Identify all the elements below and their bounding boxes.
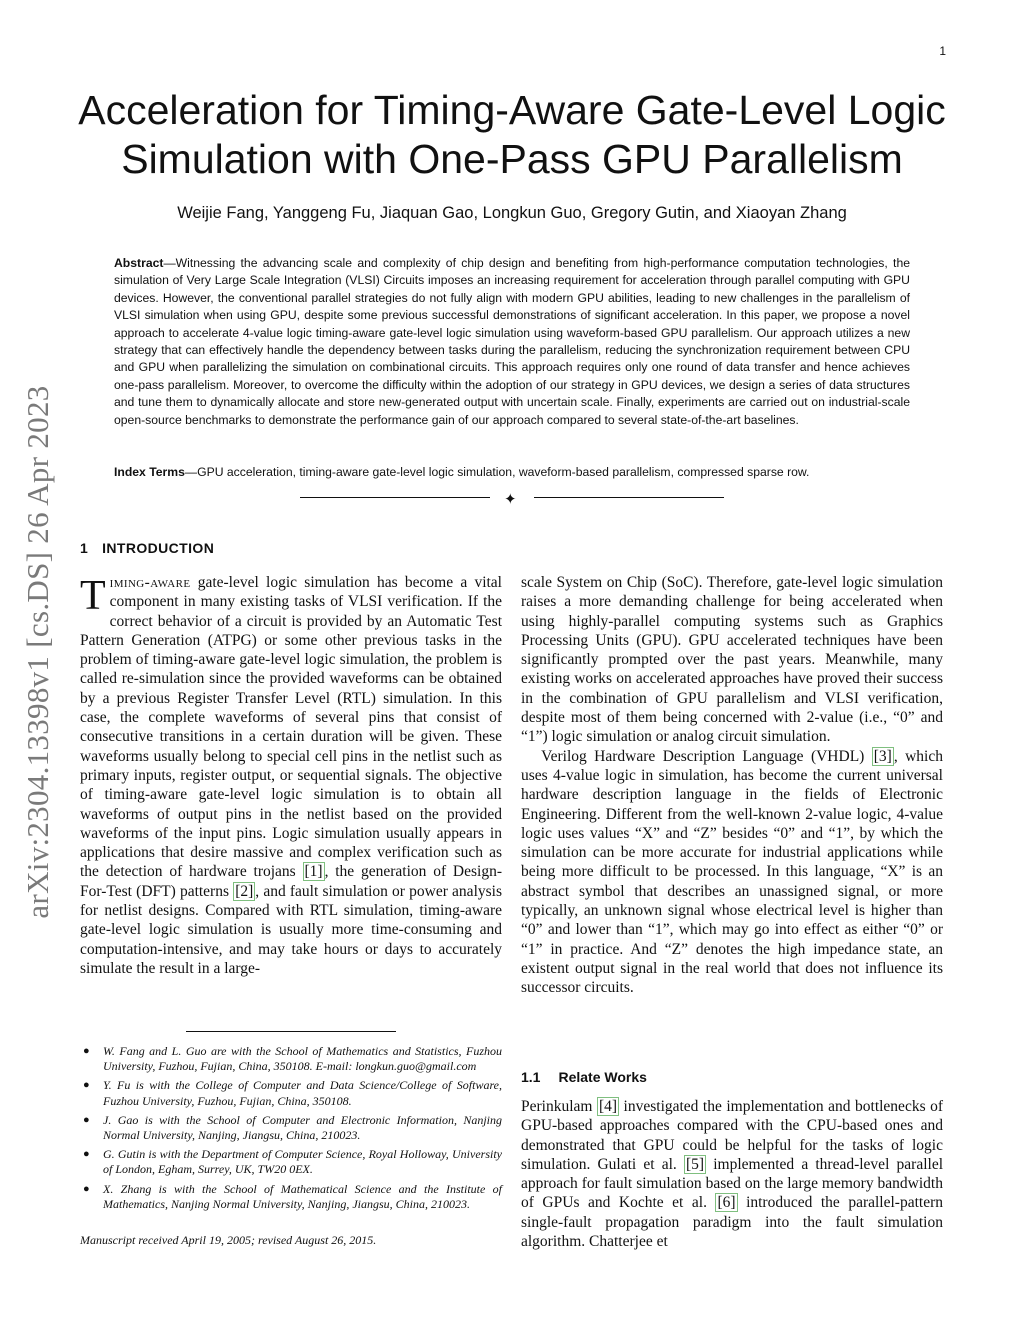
separator-line-right: [534, 497, 724, 498]
separator-line-left: [300, 497, 490, 498]
abstract-label: Abstract: [114, 256, 164, 270]
bullet-icon: ●: [83, 1079, 90, 1092]
bullet-icon: ●: [83, 1182, 90, 1195]
citation-link[interactable]: [5]: [685, 1155, 705, 1173]
footnote-item: [80, 1044, 502, 1074]
intro-paragraph: [80, 573, 502, 978]
vhdl-paragraph: [521, 747, 943, 998]
affiliation-footnotes: [80, 1044, 502, 1216]
footnote-text: J. Gao is with the School of Computer and Electronic Information, Nanjing Normal University, Nanjing, Jiangsu, China, 210023.: [103, 1112, 502, 1143]
citation-link[interactable]: [4]: [598, 1098, 618, 1115]
related-text-part4: introduced the parallel-pattern single-fault propagation paradigm into the fault simulation algorithm. Chatterjee et: [521, 1194, 943, 1251]
section-separator: [300, 490, 724, 506]
footnote-item: [80, 1113, 502, 1143]
related-works-text: [521, 1097, 943, 1251]
separator-diamond-icon: ✦: [504, 490, 517, 508]
related-text-part1: Perinkulam: [521, 1098, 597, 1115]
index-terms: [114, 464, 910, 481]
lead-smallcaps: iming-aware: [109, 574, 191, 591]
footnote-text: Y. Fu is with the College of Computer and Data Science/College of Software, Fuzhou University, Fuzhou, Fujian, China, 350108.: [103, 1078, 502, 1108]
subsection-number: 1.1: [521, 1069, 541, 1085]
abstract: [114, 255, 910, 429]
related-text-part2: investigated the implementation and bottlenecks of GPU-based approaches compared with the CPU-based ones and demonstrated that GPU could be helpful for the tasks of logic simulation. Gulati et al.: [521, 1098, 944, 1173]
citation-link[interactable]: [6]: [717, 1194, 736, 1212]
index-terms-label: Index Terms: [114, 465, 185, 479]
related-paragraph: [521, 1097, 943, 1251]
drop-cap: T: [80, 573, 106, 619]
footnote-text: X. Zhang is with the School of Mathematical Science and the Institute of Mathematics, Nanjing Normal University, Nanjing, Jiangsu, China, 210023.: [103, 1181, 502, 1211]
arxiv-identifier: arXiv:2304.13398v1 [cs.DS] 26 Apr 2023: [20, 385, 55, 919]
intro-text-part3: , and fault simulation or power analysis for netlist designs. Compared with RTL simulation, timing-aware gate-level logic simulation is usually more time-consuming and computation-intensive, and may take hours or days to accurately simulate the result in a large-: [80, 882, 502, 977]
index-terms-text: —GPU acceleration, timing-aware gate-level logic simulation, waveform-based parallelism, compressed sparse row.: [184, 465, 810, 479]
footnote-text: G. Gutin is with the Department of Computer Science, Royal Holloway, University of London, Egham, Surrey, UK, TW20 0EX.: [103, 1147, 502, 1177]
related-text-part3: implemented a thread-level parallel approach for fault simulation based on the large memory bandwidth of GPUs and Kochte et al.: [521, 1155, 944, 1212]
intro-text-part2: , the generation of Design-For-Test (DFT) patterns: [80, 863, 502, 900]
manuscript-note: Manuscript received April 19, 2005; revised August 26, 2015.: [80, 1233, 377, 1247]
footnote-item: [80, 1078, 502, 1108]
paper-title: Acceleration for Timing-Aware Gate-Level Logic Simulation with One-Pass GPU Parallelism: [78, 87, 946, 182]
intro-text-part1: gate-level logic simulation has become a vital component in many existing tasks of VLSI verification. If the correct behavior of a circuit is provided by an Automatic Test Pattern Generation (ATPG) or some other previous tasks in the problem of timing-aware gate-level logic simulation, the problem is called re-simulation since the provided waveforms can be obtained by a previous Register Transfer Level (RTL) simulation. In this case, the complete waveforms of several pins that consist of consecutive transitions in a certain duration will be given. These waveforms usually belong to special cell pins in the netlist such as primary inputs, register output, or sequential signals. The objective of timing-aware gate-level logic simulation is to obtain all waveforms of output pins in the netlist based on the provided waveforms of the input pins. Logic simulation usually appears in applications that desire massive and complex verification such as the detection of hardware trojans: [80, 574, 502, 881]
abstract-text: —Witnessing the advancing scale and complexity of chip design and benefiting from high-performance computation technologies, the simulation of Very Large Scale Integration (VLSI) Circuits imposes an increasing requirement for acceleration through parallel computing with GPU devices. However, the conventional parallel strategies do not fully align with modern GPU abilities, leading to new challenges in the parallelism of VLSI simulation when using GPU, despite some previous successful demonstrations of significant acceleration. In this paper, we propose a novel approach to accelerate 4-value logic timing-aware gate-level logic simulation using waveform-based GPU parallelism. Our approach utilizes a new strategy that can effectively handle the dependency between tasks during the parallelism, reducing the synchronization requirement between CPU and GPU when parallelizing the simulation on combinational circuits. This approach requires only one round of data transfer and hence achieves one-pass parallelism. Moreover, to overcome the difficulty within the adoption of our strategy in GPU devices, we design a series of data structures and tune them to dynamically allocate and store new-generated output with uncertain scale. Finally, experiments are carried out on industrial-scale open-source benchmarks to demonstrate the performance gain of our approach compared to several state-of-the-art baselines.: [114, 256, 910, 427]
subsection-title: Relate Works: [558, 1069, 647, 1085]
author-list: Weijie Fang, Yanggeng Fu, Jiaquan Gao, Longkun Guo, Gregory Gutin, and Xiaoyan Zhang: [177, 204, 847, 222]
footnote-text: W. Fang and L. Guo are with the School of Mathematics and Statistics, Fuzhou University, Fuzhou, Fujian, China, 350108. E-mail: longkun.guo@gmail.com: [103, 1044, 502, 1074]
section-title: INTRODUCTION: [102, 540, 215, 556]
left-column: [80, 573, 502, 978]
subsection-heading-related-works: [521, 1069, 647, 1085]
right-column: [521, 573, 943, 998]
footnote-item: [80, 1182, 502, 1212]
citation-link[interactable]: [1]: [304, 863, 323, 881]
intro-paragraph-continued: scale System on Chip (SoC). Therefore, gate-level logic simulation raises a more demanding challenge for being accelerated when using highly-parallel computing systems such as Graphics Processing Units (GPU). GPU accelerated techniques have been significantly prompted over the past years. Meanwhile, many existing works on accelerated approaches have proved their success in the combination of GPU parallelism and VLSI verification, despite most of them being concerned with 2-value (i.e., “0” and “1”) logic simulation or analog circuit simulation.: [521, 574, 943, 746]
vhdl-text-part2: , which uses 4-value logic in simulation, has become the current universal hardware description language in the fields of Electronic Engineering. Different from the well-known 2-value logic, 4-value logic uses values “X” and “Z” besides “0” and “1”, by which the simulation can be more accurate for industrial applications while being more difficult to be processed. In this language, “X” is an abstract symbol that describes an unassigned signal, or more typically, an unknown signal whose electrical level is higher than “0” and lower than “1”, which may go into effect as either “0” or “1” in practice. And “Z” denotes the high impedance state, an existent output signal in the real world that does not influence its successor circuits.: [521, 747, 943, 997]
vhdl-text-part1: Verilog Hardware Description Language (VHDL): [541, 747, 872, 765]
section-heading-introduction: [80, 540, 214, 556]
citation-link[interactable]: [3]: [873, 747, 892, 765]
footnote-item: [80, 1147, 502, 1177]
citation-link[interactable]: [2]: [235, 882, 254, 900]
bullet-icon: ●: [83, 1113, 90, 1126]
bullet-icon: ●: [83, 1148, 90, 1161]
footnote-rule: [186, 1031, 396, 1032]
page-number: 1: [939, 44, 946, 58]
section-number: 1: [80, 540, 89, 556]
bullet-icon: ●: [83, 1045, 90, 1057]
